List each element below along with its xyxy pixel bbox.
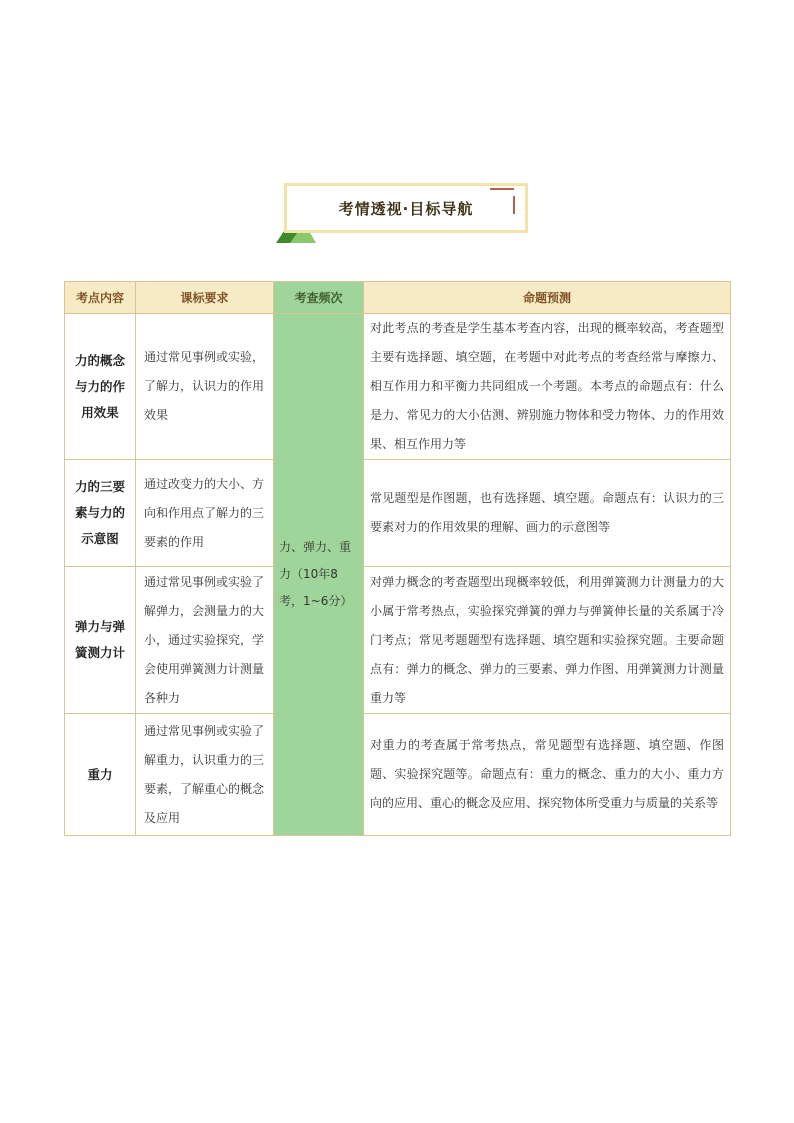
header-frequency: 考查频次	[274, 282, 364, 314]
topic-cell: 重力	[65, 714, 136, 836]
requirement-cell: 通过常见事例或实验了解弹力，会测量力的大小，通过实验探究，学会使用弹簧测力计测量各种力	[136, 567, 274, 714]
prediction-cell: 常见题型是作图题，也有选择题、填空题。命题点有：认识力的三要素对力的作用效果的理解、画力的示意图等	[364, 460, 731, 567]
requirement-cell: 通过常见事例或实验，了解力，认识力的作用效果	[136, 314, 274, 460]
banner-deco-line	[490, 188, 514, 190]
header-requirement: 课标要求	[136, 282, 274, 314]
frequency-cell: 力、弹力、重力（10年8考，1~6分）	[274, 314, 364, 836]
prediction-cell: 对弹力概念的考查题型出现概率较低，利用弹簧测力计测量力的大小属于常考热点，实验探究弹簧的弹力与弹簧伸长量的关系属于冷门考点；常见考题题型有选择题、填空题和实验探究题。主要命题点有：弹力的概念、弹力的三要素、弹力作图、用弹簧测力计测量重力等	[364, 567, 731, 714]
topic-cell: 力的概念与力的作用效果	[65, 314, 136, 460]
table-row	[65, 314, 731, 460]
prediction-cell: 对此考点的考查是学生基本考查内容，出现的概率较高，考查题型主要有选择题、填空题，在考题中对此考点的考查经常与摩擦力、相互作用力和平衡力共同组成一个考题。本考点的命题点有：什么是力、常见力的大小估测、辨别施力物体和受力物体、力的作用效果、相互作用力等	[364, 314, 731, 460]
requirement-cell: 通过常见事例或实验了解重力，认识重力的三要素，了解重心的概念及应用	[136, 714, 274, 836]
exam-overview-table	[64, 281, 731, 836]
section-banner	[276, 183, 534, 243]
header-topic: 考点内容	[65, 282, 136, 314]
prediction-cell: 对重力的考查属于常考热点，常见题型有选择题、填空题、作图题、实验探究题等。命题点有：重力的概念、重力的大小、重力方向的应用、重心的概念及应用、探究物体所受重力与质量的关系等	[364, 714, 731, 836]
banner-title-box	[284, 183, 528, 233]
table-row	[65, 460, 731, 567]
requirement-cell: 通过改变力的大小、方向和作用点了解力的三要素的作用	[136, 460, 274, 567]
header-prediction: 命题预测	[364, 282, 731, 314]
topic-cell: 弹力与弹簧测力计	[65, 567, 136, 714]
table-header-row	[65, 282, 731, 314]
banner-title: 考情透视·目标导航	[338, 199, 474, 218]
banner-deco-line	[513, 196, 515, 214]
table-row	[65, 714, 731, 836]
table-row	[65, 567, 731, 714]
topic-cell: 力的三要素与力的示意图	[65, 460, 136, 567]
